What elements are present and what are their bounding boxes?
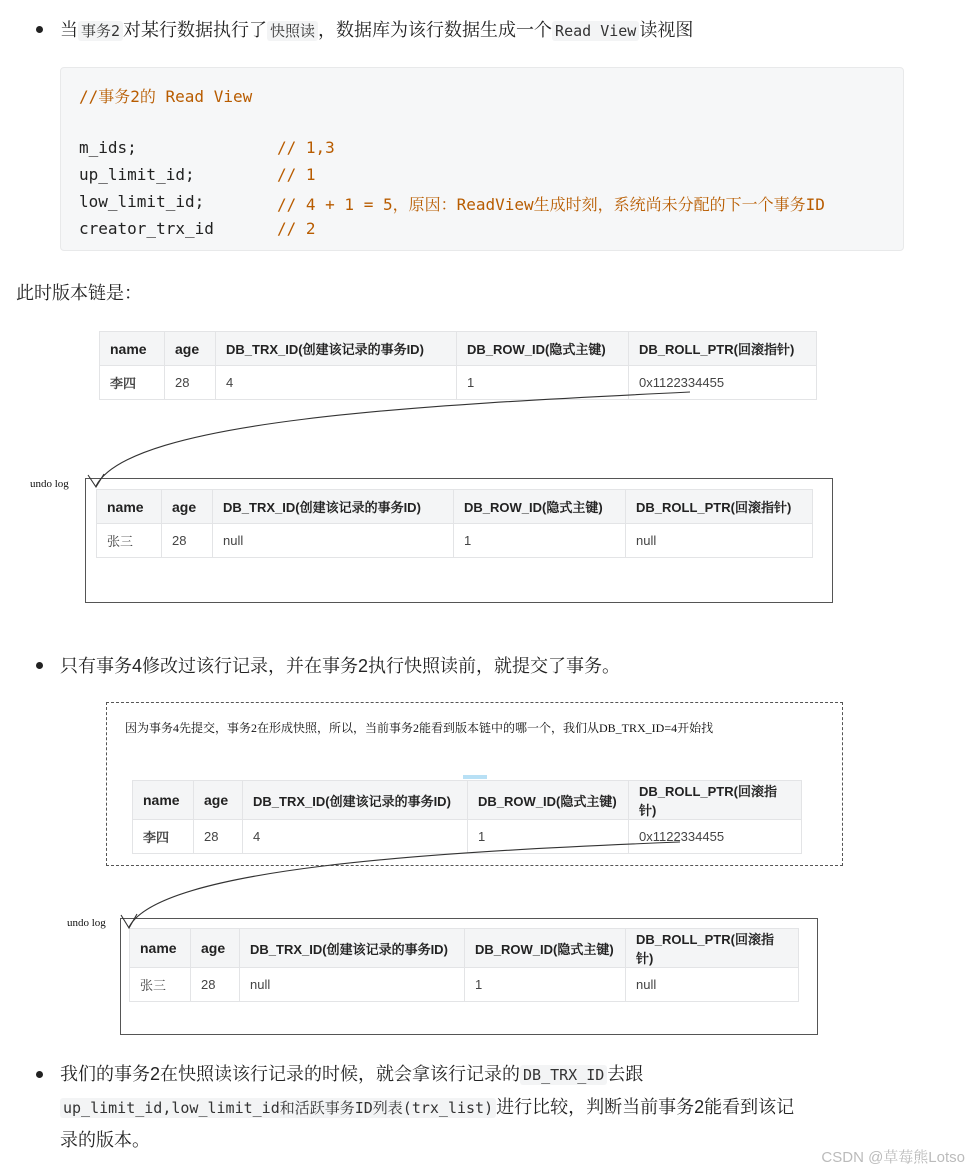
code-line: m_ids; // 1,3 — [79, 138, 335, 157]
watermark: CSDN @草莓熊Lotso — [821, 1149, 965, 1166]
table-header-row: name age DB_TRX_ID(创建该记录的事务ID) DB_ROW_ID(隐式主键) DB_ROLL_PTR(回滚指针) — [133, 781, 802, 820]
bullet3-text: 我们的事务2在快照读该行记录的时候，就会拿该行记录的 DB_TRX_ID 去跟 up_limit_id,low_limit_id和活跃事务ID列表(trx_list) 进行比较，判断当前事务2能看到该记 录的版本。 — [60, 1064, 795, 1150]
code-title: //事务2的 Read View — [79, 87, 253, 106]
dashed-note: 因为事务4先提交，事务2在形成快照，所以，当前事务2能看到版本链中的哪一个，我们从DB_TRX_ID=4开始找 — [125, 721, 714, 735]
table-row: 张三 28 null 1 null — [130, 968, 799, 1002]
table-header-row: name age DB_TRX_ID(创建该记录的事务ID) DB_ROW_ID(隐式主键) DB_ROLL_PTR(回滚指针) — [100, 332, 817, 366]
table-row: 李四 28 4 1 0x1122334455 — [100, 366, 817, 400]
bullet2-text: 只有事务4修改过该行记录，并在事务2执行快照读前，就提交了事务。 — [60, 656, 621, 676]
table-row: 张三 28 null 1 null — [97, 524, 813, 558]
table-header-row: name age DB_TRX_ID(创建该记录的事务ID) DB_ROW_ID(隐式主键) DB_ROLL_PTR(回滚指针) — [130, 929, 799, 968]
undo-log-label: undo log — [30, 478, 69, 490]
undo-pointer-arrow — [96, 392, 690, 486]
bullet1-text: 当 事务2 对某行数据执行了 快照读 ，数据库为该行数据生成一个 Read View 读视图 — [60, 20, 694, 40]
code-line: up_limit_id; // 1 — [79, 165, 316, 184]
code-line: creator_trx_id // 2 — [79, 219, 316, 238]
code-line: low_limit_id; // 4 + 1 = 5，原因：ReadView生成时刻，系统尚未分配的下一个事务ID — [79, 192, 825, 214]
bullet-dot — [36, 1071, 43, 1078]
version-chain-label: 此时版本链是： — [16, 283, 142, 303]
undo-pointer-arrow — [129, 842, 680, 927]
table-header-row: name age DB_TRX_ID(创建该记录的事务ID) DB_ROW_ID(隐式主键) DB_ROLL_PTR(回滚指针) — [97, 490, 813, 524]
undo-log-label: undo log — [67, 917, 106, 929]
table-row: 李四 28 4 1 0x1122334455 — [133, 820, 802, 854]
